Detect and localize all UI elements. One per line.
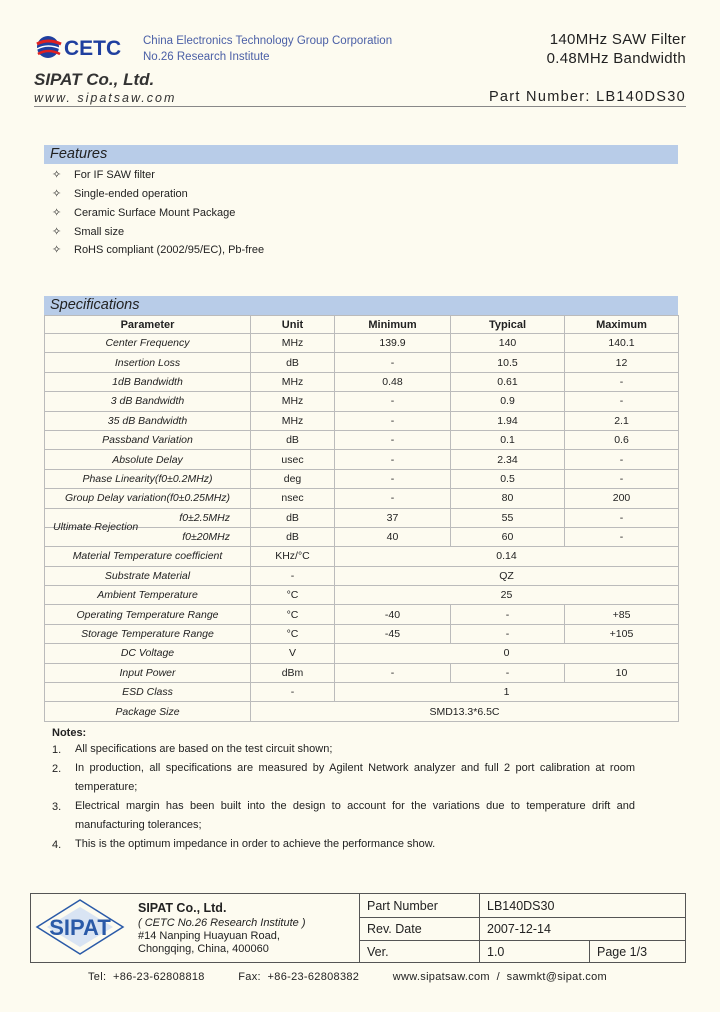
header-divider	[34, 106, 686, 107]
notes-title: Notes:	[52, 727, 87, 739]
table-row: 1dB Bandwidth MHz 0.48 0.61 -	[45, 372, 679, 391]
specifications-table	[44, 315, 679, 722]
diamond-icon: ✧	[52, 188, 62, 200]
table-row: Absolute Delay usec - 2.34 -	[45, 450, 679, 469]
footer-company: SIPAT Co., Ltd.	[138, 901, 227, 915]
diamond-icon: ✧	[52, 244, 62, 256]
org-line1: China Electronics Technology Group Corporation	[143, 35, 393, 47]
feature-item: ✧ Single-ended operation	[52, 188, 188, 200]
table-row: DC Voltage V 0	[45, 644, 679, 663]
feature-item: ✧ Small size	[52, 226, 125, 238]
table-row: 3 dB Bandwidth MHz - 0.9 -	[45, 392, 679, 411]
col-header: Typical	[451, 316, 565, 334]
sipat-logo	[33, 897, 127, 962]
table-row: Substrate Material - QZ	[45, 566, 679, 585]
table-row: Input Power dBm - - 10	[45, 663, 679, 682]
col-header: Maximum	[565, 316, 679, 334]
ultimate-rejection-label: Ultimate Rejection	[53, 520, 139, 533]
feature-item: ✧ For IF SAW filter	[52, 169, 155, 181]
website-link[interactable]: www. sipatsaw.com	[34, 91, 177, 105]
footer-part-label: Part Number	[367, 899, 438, 913]
feature-item: ✧ RoHS compliant (2002/95/EC), Pb-free	[52, 244, 265, 256]
table-row: Insertion Loss dB - 10.5 12	[45, 353, 679, 372]
note-number: 1.	[52, 744, 62, 756]
footer-institute: ( CETC No.26 Research Institute )	[138, 917, 306, 929]
note-text: This is the optimum impedance in order to achieve the performance show.	[75, 838, 436, 850]
logo-text: CETC	[64, 37, 122, 60]
table-header-row	[45, 316, 679, 334]
note-text: In production, all specifications are measured by Agilent Network analyzer and full 2 port calibration at room temperature;	[75, 762, 635, 793]
globe-icon	[37, 36, 61, 58]
footer-part-value: LB140DS30	[487, 899, 555, 913]
note-number: 4.	[52, 839, 62, 851]
table-row: Package Size SMD13.3*6.5C	[45, 702, 679, 721]
table-row: Ambient Temperature °C 25	[45, 586, 679, 605]
footer-contact: Tel: +86-23-62808818 Fax: +86-23-62808382 www.sipatsaw.com / sawmkt@sipat.com	[88, 971, 607, 983]
col-header: Minimum	[335, 316, 451, 334]
col-header: Unit	[251, 316, 335, 334]
feature-item: ✧ Ceramic Surface Mount Package	[52, 207, 236, 219]
specifications-title: Specifications	[44, 296, 678, 315]
part-number: Part Number: LB140DS30	[488, 89, 686, 105]
footer-ver-value: 1.0	[487, 945, 505, 959]
features-title: Features	[44, 145, 678, 164]
note-text: Electrical margin has been built into the design to account for the variations due to temperature drift and manufacturing tolerances;	[75, 800, 635, 831]
cetc-logo	[34, 30, 134, 64]
company-name: SIPAT Co., Ltd.	[34, 70, 155, 89]
title-line2: 0.48MHz Bandwidth	[546, 50, 686, 67]
diamond-icon: ✧	[52, 169, 62, 181]
footer-page: Page 1/3	[597, 945, 648, 959]
footer-box	[30, 893, 686, 963]
title-line1: 140MHz SAW Filter	[549, 31, 686, 48]
table-row: Material Temperature coefficient KHz/°C 0.14	[45, 547, 679, 566]
footer-rev-value: 2007-12-14	[487, 922, 551, 936]
table-row: Operating Temperature Range °C -40 - +85	[45, 605, 679, 624]
footer-rev-label: Rev. Date	[367, 922, 422, 936]
diamond-icon: ✧	[52, 226, 62, 238]
table-row: 35 dB Bandwidth MHz - 1.94 2.1	[45, 411, 679, 430]
table-row: f0±20MHz dB 40 60 -	[45, 527, 679, 546]
table-row: Passband Variation dB - 0.1 0.6	[45, 430, 679, 449]
note-number: 2.	[52, 763, 62, 775]
footer-logo-text: SIPAT	[49, 915, 111, 940]
diamond-icon: ✧	[52, 207, 62, 219]
table-row: Center Frequency MHz 139.9 140 140.1	[45, 334, 679, 353]
note-text: All specifications are based on the test circuit shown;	[75, 743, 333, 755]
table-row: Phase Linearity(f0±0.2MHz) deg - 0.5 -	[45, 469, 679, 488]
ultimate-rejection-cell: Ultimate Rejection f0±2.5MHz	[45, 508, 251, 527]
col-header: Parameter	[45, 316, 251, 334]
org-line2: No.26 Research Institute	[143, 51, 270, 63]
note-number: 3.	[52, 801, 62, 813]
table-row: Group Delay variation(f0±0.25MHz) nsec - 80 200	[45, 489, 679, 508]
footer-ver-label: Ver.	[367, 945, 389, 959]
table-row: ESD Class - 1	[45, 683, 679, 702]
table-row: Storage Temperature Range °C -45 - +105	[45, 624, 679, 643]
footer-address1: #14 Nanping Huayuan Road,	[138, 930, 280, 942]
footer-address2: Chongqing, China, 400060	[138, 943, 269, 955]
table-row: Ultimate Rejection f0±2.5MHz dB 37 55 -	[45, 508, 679, 527]
